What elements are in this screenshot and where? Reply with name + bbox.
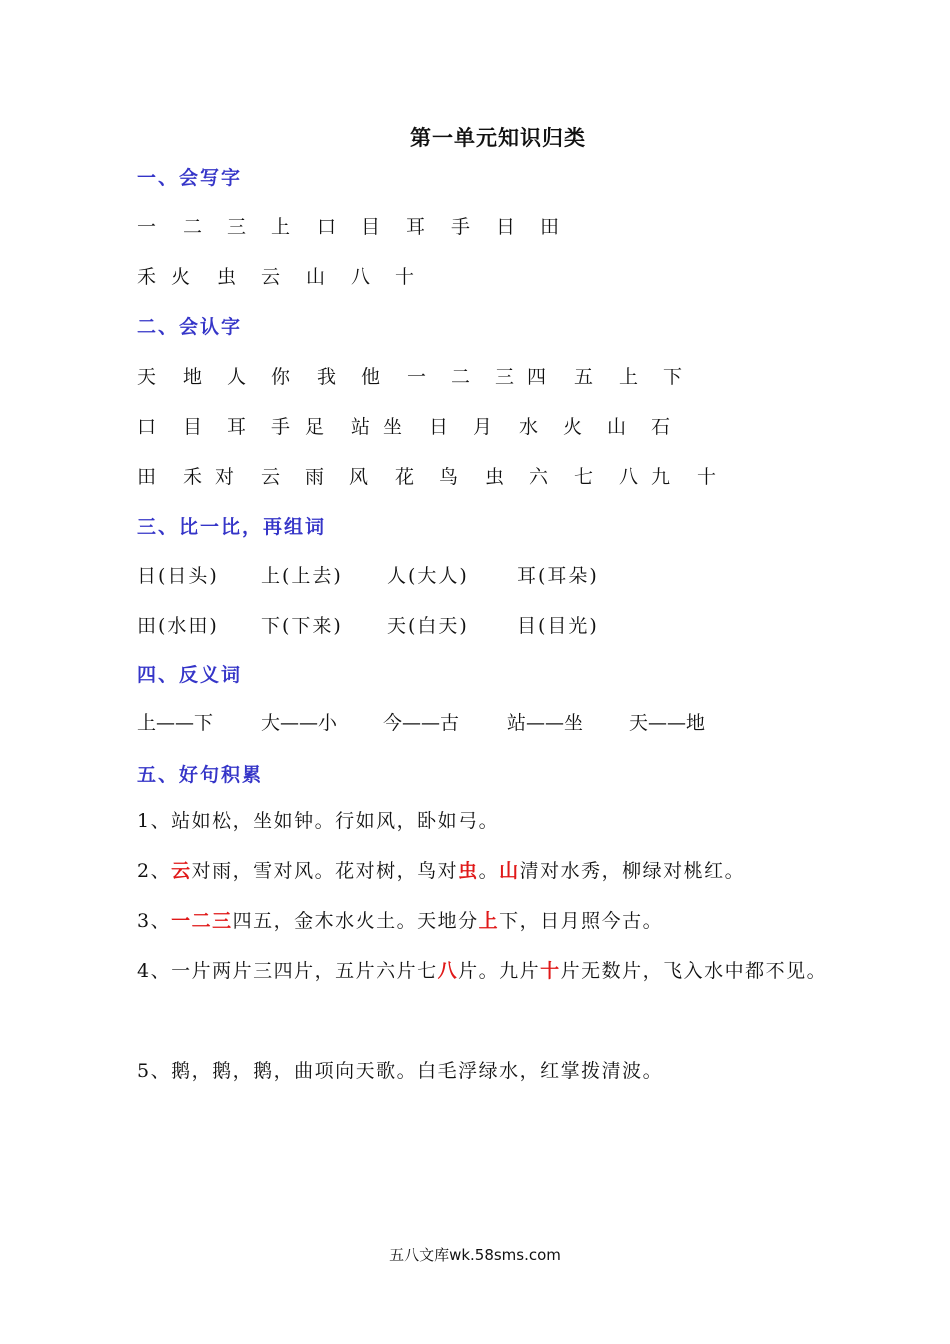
section-heading-recognize: 二、会认字 <box>137 316 243 338</box>
char: 地 <box>183 366 203 388</box>
char: 目 <box>183 416 203 438</box>
char: 他 <box>361 366 381 388</box>
section-heading-compare: 三、比一比，再组词 <box>137 516 327 538</box>
word: 下(下来) <box>261 615 343 637</box>
char: 足 <box>305 416 325 438</box>
highlight-char: 山 <box>499 860 520 882</box>
char: 人 <box>227 366 247 388</box>
char: 云 <box>261 266 281 288</box>
word: 日(日头) <box>137 565 219 587</box>
sentence-3 <box>137 896 867 946</box>
char: 一 <box>137 216 157 238</box>
word: 田(水田) <box>137 615 219 637</box>
word: 目(目光) <box>517 615 599 637</box>
char: 火 <box>171 266 191 288</box>
char: 虫 <box>485 466 505 488</box>
antonym-pair: 上——下 <box>137 712 214 734</box>
char: 耳 <box>406 216 426 238</box>
section-heading-sentences: 五、好句积累 <box>137 764 264 786</box>
page-title: 第一单元知识归类 <box>410 125 586 150</box>
word: 上(上去) <box>261 565 343 587</box>
char: 口 <box>317 216 337 238</box>
write-chars-row-2 <box>137 262 777 290</box>
char: 日 <box>496 216 516 238</box>
char: 手 <box>451 216 471 238</box>
char: 我 <box>317 366 337 388</box>
char: 日 <box>429 416 449 438</box>
char: 禾 <box>137 266 157 288</box>
sentence-5: 5、鹅，鹅，鹅，曲项向天歌。白毛浮绿水，红掌拨清波。 <box>137 1060 664 1082</box>
char: 坐 <box>383 416 403 438</box>
section-heading-antonyms: 四、反义词 <box>137 664 243 686</box>
char: 上 <box>619 366 639 388</box>
recognize-chars-row-1 <box>137 362 777 390</box>
word: 人(大人) <box>387 565 469 587</box>
antonym-pair: 天——地 <box>629 712 706 734</box>
char: 上 <box>271 216 291 238</box>
char: 目 <box>361 216 381 238</box>
word: 天(白天) <box>387 615 469 637</box>
write-chars-row-1 <box>137 212 777 240</box>
highlight-char: 云 <box>171 860 192 882</box>
char: 云 <box>261 466 281 488</box>
char: 山 <box>306 266 326 288</box>
recognize-chars-row-2 <box>137 412 777 440</box>
sentence-text: 片无数片，飞入水中都不见。 <box>560 960 828 982</box>
sentence-text: 四五，金木水火土。天地分 <box>232 910 479 932</box>
char: 虫 <box>217 266 237 288</box>
footer-watermark: 五八文库wk.58sms.com <box>389 1246 561 1264</box>
sentence-text: 2、 <box>137 860 172 882</box>
char: 田 <box>137 466 157 488</box>
char: 站 <box>351 416 371 438</box>
char: 手 <box>271 416 291 438</box>
char: 三 <box>495 366 515 388</box>
char: 月 <box>473 416 493 438</box>
highlight-char: 虫 <box>458 860 479 882</box>
sentence-4 <box>137 946 867 996</box>
char: 三 <box>227 216 247 238</box>
char: 风 <box>349 466 369 488</box>
char: 七 <box>574 466 594 488</box>
highlight-char: 一二三 <box>171 910 233 932</box>
section-heading-write: 一、会写字 <box>137 167 243 189</box>
highlight-char: 十 <box>540 960 561 982</box>
antonym-pair: 大——小 <box>261 712 338 734</box>
char: 八 <box>351 266 371 288</box>
char: 石 <box>651 416 671 438</box>
recognize-chars-row-3 <box>137 462 777 490</box>
word: 耳(耳朵) <box>517 565 599 587</box>
compare-words-row-1 <box>137 561 777 589</box>
antonym-pair: 站——坐 <box>507 712 584 734</box>
char: 山 <box>607 416 627 438</box>
char: 十 <box>395 266 415 288</box>
char: 你 <box>271 366 291 388</box>
char: 八 <box>619 466 639 488</box>
char: 六 <box>529 466 549 488</box>
char: 天 <box>137 366 157 388</box>
char: 五 <box>574 366 594 388</box>
char: 鸟 <box>439 466 459 488</box>
char: 九 <box>651 466 671 488</box>
sentence-text: 。 <box>478 860 500 882</box>
sentence-text: 3、 <box>137 910 172 932</box>
char: 耳 <box>227 416 247 438</box>
char: 口 <box>137 416 157 438</box>
char: 水 <box>519 416 539 438</box>
sentence-2 <box>137 846 867 896</box>
char: 下 <box>663 366 683 388</box>
char: 对 <box>215 466 235 488</box>
sentence-text: 下，日月照今古。 <box>499 910 664 932</box>
char: 二 <box>451 366 471 388</box>
sentence-text: 对雨，雪对风。花对树，鸟对 <box>191 860 459 882</box>
char: 四 <box>527 366 547 388</box>
char: 雨 <box>305 466 325 488</box>
char: 火 <box>563 416 583 438</box>
compare-words-row-2 <box>137 611 777 639</box>
highlight-char: 上 <box>478 910 500 932</box>
sentence-text: 清对水秀，柳绿对桃红。 <box>519 860 746 882</box>
char: 禾 <box>183 466 203 488</box>
char: 十 <box>697 466 717 488</box>
antonym-pair: 今——古 <box>383 712 460 734</box>
char: 花 <box>395 466 415 488</box>
highlight-char: 八 <box>437 960 459 982</box>
antonym-row <box>137 708 777 736</box>
char: 一 <box>407 366 427 388</box>
char: 二 <box>183 216 203 238</box>
sentence-text: 4、一片两片三四片，五片六片七 <box>137 960 438 982</box>
sentence-1: 1、站如松，坐如钟。行如风，卧如弓。 <box>137 810 500 832</box>
char: 田 <box>540 216 560 238</box>
sentence-text: 片。九片 <box>458 960 541 982</box>
